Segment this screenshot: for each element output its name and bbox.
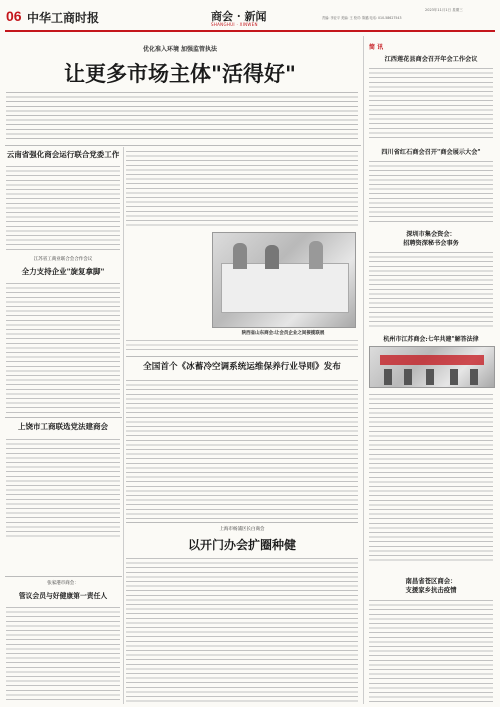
reform-body-text — [6, 605, 120, 701]
section-rule — [5, 145, 361, 146]
section-title-en: SHANGHUI · XINWEN — [211, 22, 258, 27]
shanghai-headline: 以开门办会扩圈种健 — [187, 538, 296, 552]
beijing-body-text — [6, 437, 120, 537]
photo-caption-body — [126, 338, 358, 354]
column-divider — [123, 147, 124, 704]
shanghai-body-text — [126, 556, 358, 702]
section-rule — [126, 522, 358, 523]
photo-caption: 陕西省山东商会:让会员企业之间接揽联展 — [241, 331, 325, 336]
shanghai-kicker: 上海市杨浦区长白商会 — [219, 527, 265, 532]
column-divider — [363, 36, 364, 704]
editor-credits: 责编: 李亚平 美编: 王 校对: 陈璐 电话: 010-58627543 — [322, 16, 402, 20]
masthead-rule — [5, 30, 495, 32]
yunnan-headline: 云南省强化商会运行联合党委工作 — [6, 150, 120, 159]
brief-headline: 四川省红石商会召开"商会展示大会" — [381, 149, 481, 156]
brief-photo — [369, 346, 495, 388]
brief-body-text — [369, 392, 493, 562]
news-photo — [212, 232, 356, 328]
section-title: 商会 · 新闻 — [211, 10, 267, 23]
brief-headline: 深圳市集会资会： 招聘资深秘书会事务 — [403, 231, 459, 247]
guangdong-headline: 全力支持企业"旋复拿脚" — [21, 267, 105, 276]
page-number: 06 — [6, 8, 22, 24]
brief-body-text — [369, 250, 493, 328]
sidebar-label: 简 讯 — [369, 44, 384, 51]
middle-body-text — [126, 149, 358, 229]
standard-headline: 全国首个《冰蓄冷空调系统运维保养行业导则》发布 — [143, 362, 341, 372]
masthead — [0, 0, 500, 32]
brief-headline: 江西莲花县商会召开年会工作会议 — [384, 56, 478, 63]
brief-body-text — [369, 159, 493, 223]
lead-kicker: 优化准入环境 加强监管执法 — [142, 46, 218, 53]
issue-date: 2023年11月1日 星期三 — [425, 8, 463, 12]
guangdong-kicker: 江苏省工商业联合会合作会议 — [33, 257, 93, 262]
section-rule — [5, 417, 122, 418]
brief-headline: 南昌省苍区商会： 支援家乡抗击疫情 — [405, 577, 457, 594]
section-rule — [126, 356, 358, 357]
guangdong-body-text — [6, 281, 120, 413]
section-rule — [5, 576, 122, 577]
brief-body-text — [369, 66, 493, 140]
reform-kicker: 张家港市商会： — [47, 581, 79, 586]
lead-headline: 让更多市场主体"活得好" — [64, 61, 296, 86]
paper-name: 中华工商时报 — [27, 11, 100, 25]
reform-headline: 管议会员与好健康第一责任人 — [18, 592, 108, 600]
yunnan-body-text — [6, 164, 120, 252]
sidebar — [367, 36, 495, 704]
standard-body-text — [126, 378, 358, 520]
beijing-headline: 上饶市工商联选党法建商会 — [18, 422, 108, 431]
brief-body-text — [369, 598, 493, 702]
brief-headline: 杭州市江苏商会:七年共建"解答法律 — [383, 336, 479, 343]
